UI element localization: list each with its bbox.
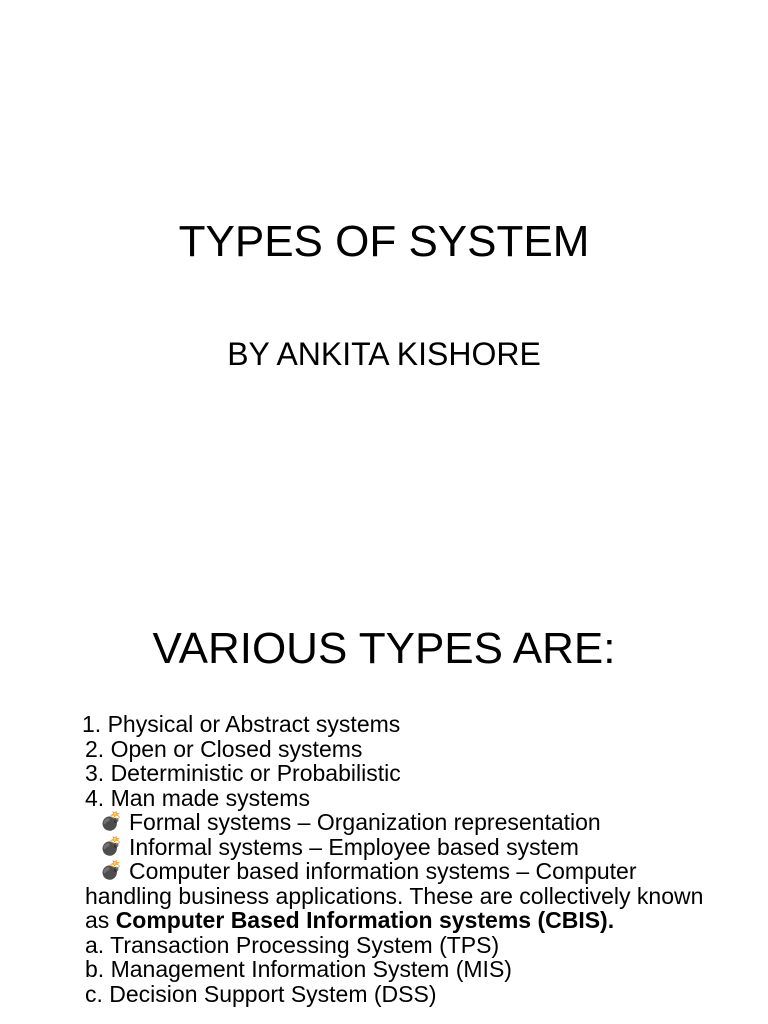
bomb-icon: 💣 xyxy=(100,811,123,831)
sub-list-item-text: Informal systems – Employee based system xyxy=(129,833,579,860)
list-item: 1. Physical or Abstract systems xyxy=(82,711,401,737)
slide-types-heading: VARIOUS TYPES ARE: xyxy=(152,624,616,673)
sub-list-item xyxy=(85,859,705,884)
list-item: b. Management Information System (MIS) xyxy=(85,956,512,982)
list-item: 3. Deterministic or Probabilistic xyxy=(85,760,401,786)
slide-title-heading: TYPES OF SYSTEM xyxy=(178,217,590,266)
slide-types xyxy=(0,576,768,1024)
cbis-emphasis: Computer Based Information systems (CBIS). xyxy=(115,907,615,933)
bomb-icon: 💣 xyxy=(100,860,123,880)
slide-author: BY ANKITA KISHORE xyxy=(227,336,541,372)
list-item: 2. Open or Closed systems xyxy=(85,735,363,762)
sub-list-item xyxy=(85,835,705,860)
list-item: a. Transaction Processing System (TPS) xyxy=(85,931,500,958)
sub-list-item xyxy=(85,810,705,835)
list-item: 4. Man made systems xyxy=(85,784,310,811)
cbis-description-text: handling business applications. These are collectively known as xyxy=(85,882,704,933)
cbis-description xyxy=(85,884,705,933)
sub-list-item-text: Formal systems – Organization representation xyxy=(129,809,601,835)
types-list xyxy=(82,711,705,1007)
sub-list-item-text: Computer based information systems – Computer xyxy=(129,858,637,884)
bomb-icon: 💣 xyxy=(100,835,123,856)
list-item: c. Decision Support System (DSS) xyxy=(85,980,437,1007)
